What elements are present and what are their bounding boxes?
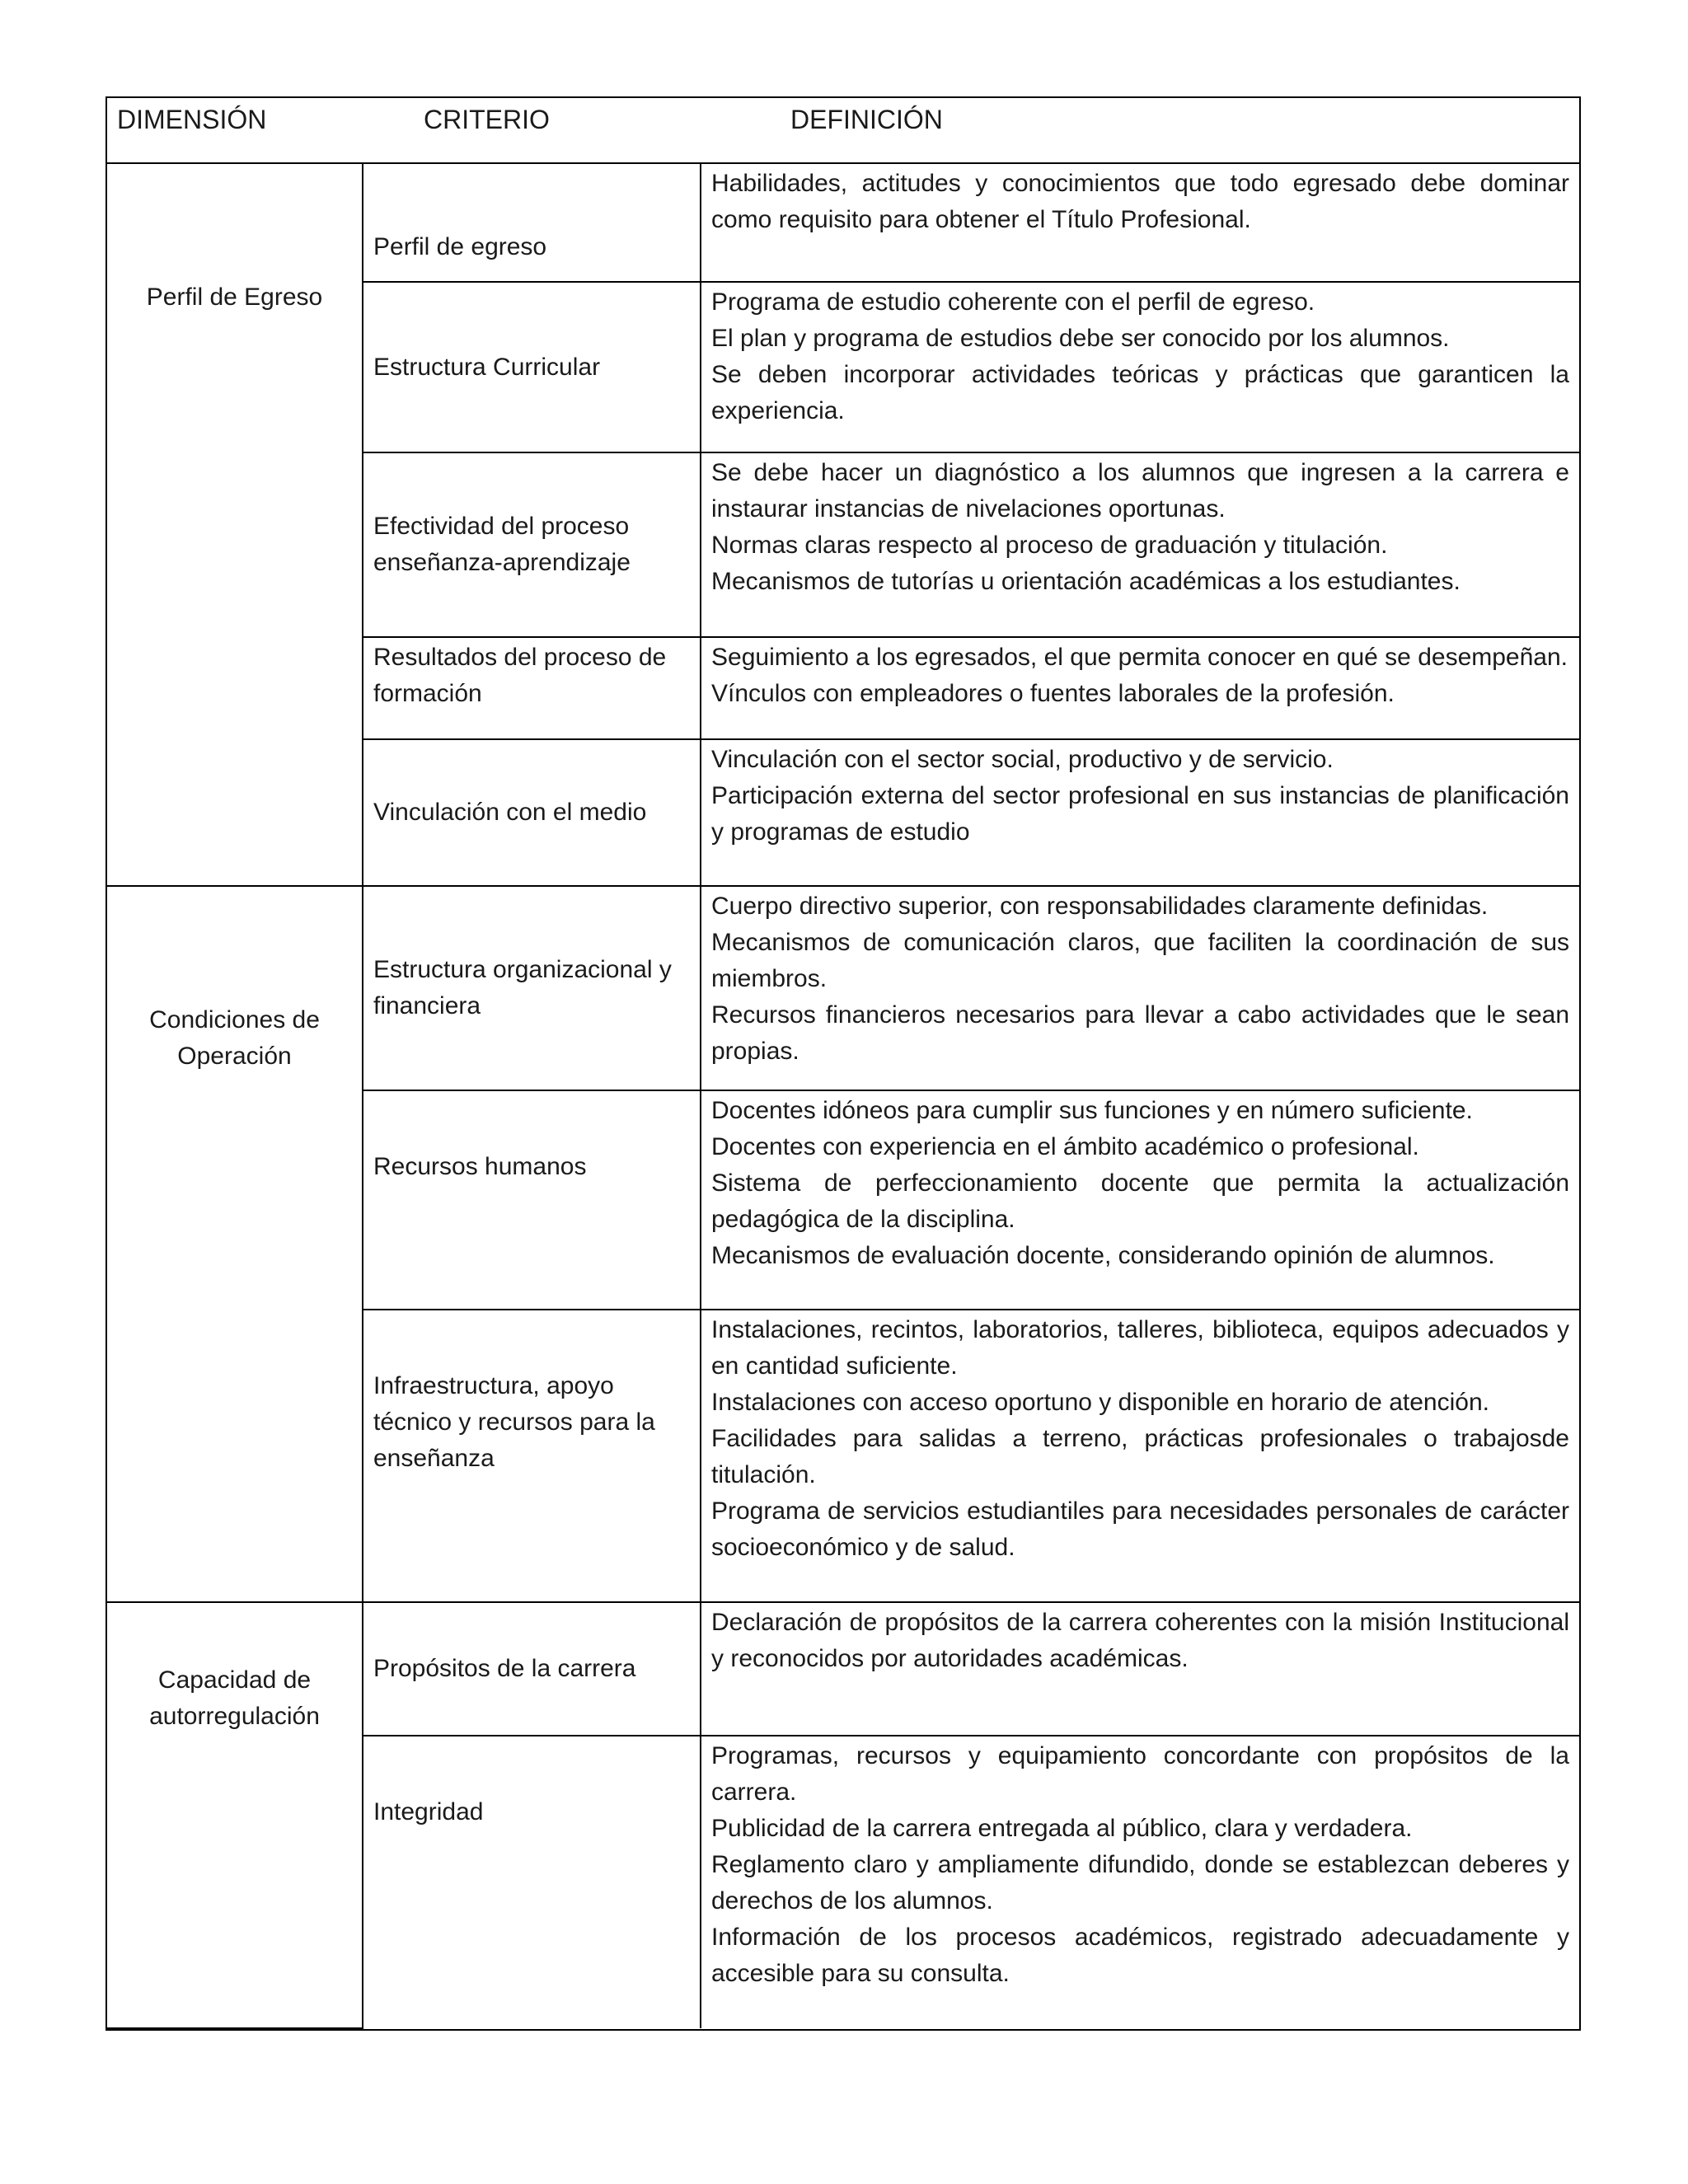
definition-line: Instalaciones con acceso oportuno y disponible en horario de atención. (711, 1389, 1489, 1416)
table-row (107, 1602, 1579, 1736)
definition-cell (701, 1602, 1579, 1736)
criterion-cell: Resultados del proceso de formación (363, 637, 701, 739)
criteria-table (107, 98, 1579, 2029)
definition-line: Docentes con experiencia en el ámbito académico o profesional. (711, 1133, 1419, 1160)
table-row (107, 163, 1579, 282)
definition-cell (701, 452, 1579, 637)
definition-line: Publicidad de la carrera entregada al público, clara y verdadera. (711, 1815, 1413, 1842)
definition-line: Información de los procesos académicos, registrado adecuadamente y accesible para su consulta. (711, 1924, 1569, 1987)
table-row (107, 886, 1579, 1090)
definition-line: Se deben incorporar actividades teóricas y prácticas que garanticen la experiencia. (711, 361, 1569, 424)
dimension-cell: Perfil de Egreso (107, 163, 363, 886)
definition-line: Declaración de propósitos de la carrera coherentes con la misión Institucional y reconocidos por autoridades académicas. (711, 1609, 1569, 1672)
definition-cell (701, 1090, 1579, 1310)
criterion-cell: Perfil de egreso (363, 163, 701, 282)
definition-line: Se debe hacer un diagnóstico a los alumnos que ingresen a la carrera e instaurar instancias de nivelaciones oportunas. (711, 459, 1569, 523)
definition-line: Normas claras respecto al proceso de graduación y titulación. (711, 532, 1388, 559)
definition-line: Seguimiento a los egresados, el que permita conocer en qué se desempeñan. (711, 644, 1568, 671)
header-definition: DEFINICIÓN (790, 105, 943, 134)
criterion-cell: Efectividad del proceso enseñanza-aprendizaje (363, 452, 701, 637)
definition-line: Reglamento claro y ampliamente difundido, donde se establezcan deberes y derechos de los alumnos. (711, 1851, 1569, 1915)
definition-cell (701, 637, 1579, 739)
definition-line: Mecanismos de evaluación docente, considerando opinión de alumnos. (711, 1242, 1495, 1269)
dimension-cell: Capacidad de autorregulación (107, 1602, 363, 2028)
definition-line: Recursos financieros necesarios para llevar a cabo actividades que le sean propias. (711, 1001, 1569, 1065)
definition-line: El plan y programa de estudios debe ser conocido por los alumnos. (711, 325, 1450, 352)
table-header-row (107, 98, 1579, 163)
header-dimension: DIMENSIÓN (117, 105, 267, 134)
definition-cell (701, 282, 1579, 452)
definition-cell (701, 886, 1579, 1090)
definition-line: Docentes idóneos para cumplir sus funciones y en número suficiente. (711, 1097, 1473, 1124)
definition-line: Facilidades para salidas a terreno, prácticas profesionales o trabajosde titulación. (711, 1425, 1569, 1488)
definition-cell (701, 1310, 1579, 1602)
definition-line: Vinculación con el sector social, productivo y de servicio. (711, 746, 1334, 773)
criterion-cell: Propósitos de la carrera (363, 1602, 701, 1736)
definition-cell (701, 1736, 1579, 2028)
criterion-cell: Recursos humanos (363, 1090, 701, 1310)
definition-line: Programa de estudio coherente con el perfil de egreso. (711, 288, 1315, 316)
criterion-cell: Estructura Curricular (363, 282, 701, 452)
definition-cell (701, 163, 1579, 282)
definition-line: Participación externa del sector profesional en sus instancias de planificación y programas de estudio (711, 782, 1569, 846)
criterion-cell: Vinculación con el medio (363, 739, 701, 886)
definition-line: Programas, recursos y equipamiento concordante con propósitos de la carrera. (711, 1742, 1569, 1806)
definition-line: Cuerpo directivo superior, con responsabilidades claramente definidas. (711, 893, 1489, 920)
definition-line: Sistema de perfeccionamiento docente que permita la actualización pedagógica de la disciplina. (711, 1169, 1569, 1233)
definition-line: Mecanismos de comunicación claros, que faciliten la coordinación de sus miembros. (711, 929, 1569, 992)
definition-line: Instalaciones, recintos, laboratorios, talleres, biblioteca, equipos adecuados y en cantidad suficiente. (711, 1316, 1569, 1380)
dimension-cell: Condiciones de Operación (107, 886, 363, 1602)
definition-line: Habilidades, actitudes y conocimientos que todo egresado debe dominar como requisito para obtener el Título Profesional. (711, 170, 1569, 233)
header-criterion: CRITERIO (424, 105, 550, 134)
definition-cell (701, 739, 1579, 886)
criterion-cell: Integridad (363, 1736, 701, 2028)
criterion-cell: Infraestructura, apoyo técnico y recursos para la enseñanza (363, 1310, 701, 1602)
criterion-cell: Estructura organizacional y financiera (363, 886, 701, 1090)
definition-line: Programa de servicios estudiantiles para necesidades personales de carácter socioeconómico y de salud. (711, 1497, 1569, 1561)
definition-line: Mecanismos de tutorías u orientación académicas a los estudiantes. (711, 568, 1461, 595)
definition-line: Vínculos con empleadores o fuentes laborales de la profesión. (711, 680, 1395, 707)
criteria-table-sheet (106, 96, 1581, 2031)
